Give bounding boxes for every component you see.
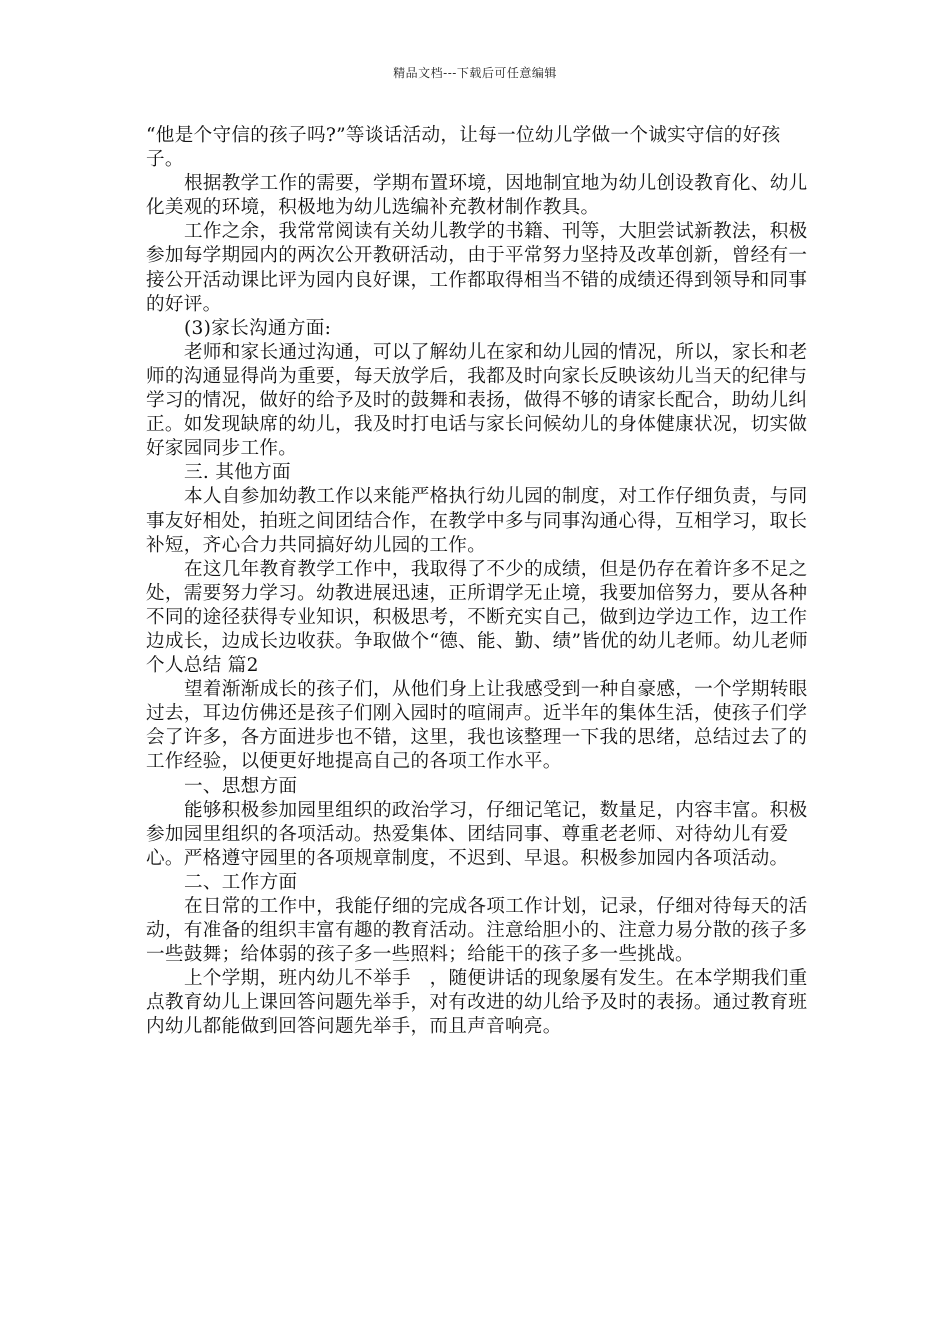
paragraph: 根据教学工作的需要，学期布置环境，因地制宜地为幼儿创设教育化、幼儿化美观的环境，积极地为幼儿选编补充教材制作教具。 xyxy=(146,173,808,219)
paragraph: 上个学期，班内幼儿不举手 ，随便讲话的现象屡有发生。在本学期我们重点教育幼儿上课回答问题先举手，对有改进的幼儿给予及时的表扬。通过教育班内幼儿都能做到回答问题先举手，而且声音响亮。 xyxy=(146,968,808,1038)
paragraph: 工作之余，我常常阅读有关幼儿教学的书籍、刊等，大胆尝试新教法，积极参加每学期园内的两次公开教研活动，由于平常努力坚持及改革创新，曾经有一接公开活动课比评为园内良好课，工作都取得相当不错的成绩还得到领导和同事的好评。 xyxy=(146,221,808,315)
section-heading: 二、工作方面 xyxy=(184,871,298,893)
section-heading: 三. 其他方面 xyxy=(184,462,291,484)
paragraph: 老师和家长通过沟通，可以了解幼儿在家和幼儿园的情况，所以，家长和老师的沟通显得尚为重要，每天放学后，我都及时向家长反映该幼儿当天的纪律与学习的情况，做好的给予及时的鼓舞和表扬，做得不够的请家长配合，助幼儿纠正。如发现缺席的幼儿，我及时打电话与家长问候幼儿的身体健康状况，切实做好家园同步工作。 xyxy=(146,341,808,460)
paragraph: 在日常的工作中，我能仔细的完成各项工作计划，记录，仔细对待每天的活动，有准备的组织丰富有趣的教育活动。注意给胆小的、注意力易分散的孩子多一些鼓舞；给体弱的孩子多一些照料；给能干的孩子多一些挑战。 xyxy=(146,896,808,966)
section-heading: (3)家长沟通方面: xyxy=(184,317,332,339)
section-heading: 一、思想方面 xyxy=(184,775,298,797)
paragraph: 在这几年教育教学工作中，我取得了不少的成绩，但是仍存在着许多不足之处，需要努力学习。幼教进展迅速，正所谓学无止境，我要加倍努力，要从各种不同的途径获得专业知识，积极思考，不断充实自己，做到边学边工作，边工作边成长，边成长边收获。争取做个“德、能、勤、绩”皆优的幼儿老师。幼儿老师个人总结 篇2 xyxy=(146,558,808,677)
paragraph: 本人自参加幼教工作以来能严格执行幼儿园的制度，对工作仔细负责，与同事友好相处，拍班之间团结合作，在教学中多与同事沟通心得，互相学习，取长补短，齐心合力共同搞好幼儿园的工作。 xyxy=(146,486,808,556)
paragraph: 能够积极参加园里组织的政治学习，仔细记笔记，数量足，内容丰富。积极参加园里组织的各项活动。热爱集体、团结同事、尊重老老师、对待幼儿有爱心。严格遵守园里的各项规章制度，不迟到、早退。积极参加园内各项活动。 xyxy=(146,799,808,869)
paragraph: 望着渐渐成长的孩子们，从他们身上让我感受到一种自豪感，一个学期转眼过去，耳边仿佛还是孩子们刚入园时的喧闹声。近半年的集体生活，使孩子们学会了许多，各方面进步也不错，这里，我也该整理一下我的思绪，总结过去了的工作经验，以便更好地提高自己的各项工作水平。 xyxy=(146,679,808,773)
paragraph: “他是个守信的孩子吗?”等谈话活动，让每一位幼儿学做一个诚实守信的好孩子。 xyxy=(146,125,781,171)
document-body xyxy=(146,124,810,1040)
page-header: 精品文档---下载后可任意编辑 xyxy=(393,66,557,80)
